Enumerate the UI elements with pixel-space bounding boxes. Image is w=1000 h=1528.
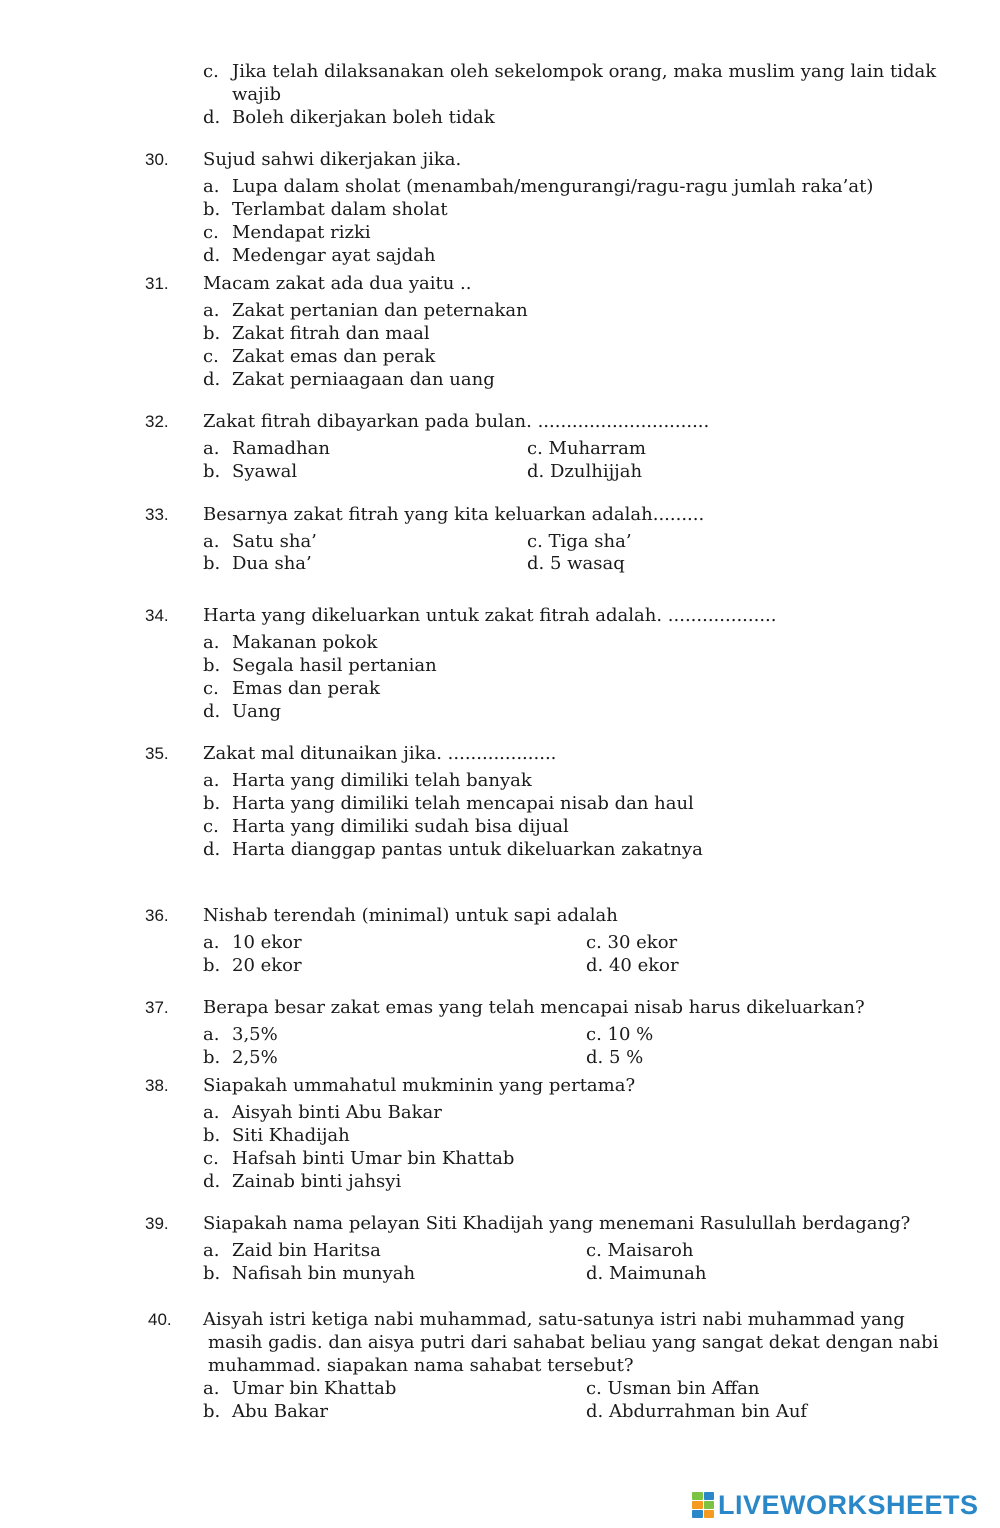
option-c bbox=[203, 60, 936, 83]
question-text: Nishab terendah (minimal) untuk sapi adalah bbox=[203, 905, 618, 926]
option-text: Zakat pertanian dan peternakan bbox=[232, 300, 528, 321]
option-text: Satu sha’ bbox=[232, 531, 317, 552]
option-text: Zakat emas dan perak bbox=[232, 346, 436, 367]
option-b[interactable] bbox=[203, 1262, 415, 1285]
option-text: Nafisah bin munyah bbox=[232, 1263, 416, 1284]
question-number: 33. bbox=[145, 505, 169, 524]
option-letter: c. bbox=[203, 678, 219, 699]
option-letter: a. bbox=[203, 932, 220, 953]
option-text: Hafsah binti Umar bin Khattab bbox=[232, 1148, 515, 1169]
option-text: Umar bin Khattab bbox=[232, 1378, 397, 1399]
option-letter: a. bbox=[203, 438, 220, 459]
question-number: 35. bbox=[145, 744, 169, 763]
option-letter: b. bbox=[203, 461, 221, 482]
question-number: 38. bbox=[145, 1076, 169, 1095]
option-d[interactable] bbox=[203, 244, 435, 267]
option-d[interactable] bbox=[203, 700, 281, 723]
option-c[interactable]: c. 10 % bbox=[586, 1024, 654, 1045]
option-b[interactable] bbox=[203, 1124, 350, 1147]
option-letter: c. bbox=[203, 1148, 219, 1169]
option-d bbox=[203, 106, 495, 129]
option-d[interactable]: d. Abdurrahman bin Auf bbox=[586, 1401, 808, 1422]
question-text: Besarnya zakat fitrah yang kita keluarkan adalah......... bbox=[203, 504, 705, 525]
option-a[interactable] bbox=[203, 1377, 396, 1400]
option-d[interactable] bbox=[203, 838, 703, 861]
option-b[interactable] bbox=[203, 792, 694, 815]
option-text: Zaid bin Haritsa bbox=[232, 1240, 381, 1261]
option-text: Siti Khadijah bbox=[232, 1125, 350, 1146]
option-text: Zakat perniaagaan dan uang bbox=[232, 369, 495, 390]
question-text: Siapakah nama pelayan Siti Khadijah yang menemani Rasulullah berdagang? bbox=[203, 1213, 911, 1234]
option-text: Harta dianggap pantas untuk dikeluarkan zakatnya bbox=[232, 839, 703, 860]
option-text: 2,5% bbox=[232, 1047, 278, 1068]
option-text: Segala hasil pertanian bbox=[232, 655, 437, 676]
option-d[interactable]: d. Maimunah bbox=[586, 1263, 707, 1284]
option-text: Ramadhan bbox=[232, 438, 330, 459]
option-a[interactable] bbox=[203, 931, 302, 954]
option-d[interactable] bbox=[203, 1170, 401, 1193]
question-text: Zakat mal ditunaikan jika. ................... bbox=[203, 743, 557, 764]
liveworksheets-logo[interactable] bbox=[692, 1488, 979, 1522]
option-text: Emas dan perak bbox=[232, 678, 380, 699]
option-text: 3,5% bbox=[232, 1024, 278, 1045]
question-text: Sujud sahwi dikerjakan jika. bbox=[203, 149, 462, 170]
option-d[interactable]: d. Dzulhijjah bbox=[527, 461, 643, 482]
option-a[interactable] bbox=[203, 1239, 381, 1262]
option-letter: d. bbox=[203, 839, 221, 860]
option-b[interactable] bbox=[203, 954, 302, 977]
question-number: 34. bbox=[145, 606, 169, 625]
option-text: Aisyah binti Abu Bakar bbox=[232, 1102, 442, 1123]
option-text: 10 ekor bbox=[232, 932, 302, 953]
option-text: Harta yang dimiliki telah banyak bbox=[232, 770, 532, 791]
question-number: 31. bbox=[145, 274, 169, 293]
option-a[interactable] bbox=[203, 175, 873, 198]
option-letter: d. bbox=[203, 107, 221, 128]
option-letter: b. bbox=[203, 1125, 221, 1146]
question-number: 39. bbox=[145, 1214, 169, 1233]
option-text: Dua sha’ bbox=[232, 553, 312, 574]
option-letter: a. bbox=[203, 632, 220, 653]
option-letter: c. bbox=[203, 222, 219, 243]
option-letter: d. bbox=[203, 1171, 221, 1192]
option-letter: a. bbox=[203, 300, 220, 321]
option-a[interactable] bbox=[203, 1023, 278, 1046]
option-letter: c. bbox=[203, 816, 219, 837]
option-letter: d. bbox=[203, 369, 221, 390]
option-a[interactable] bbox=[203, 530, 317, 553]
option-letter: d. bbox=[203, 701, 221, 722]
option-d[interactable] bbox=[203, 368, 495, 391]
option-c[interactable] bbox=[203, 1147, 514, 1170]
option-letter: a. bbox=[203, 1102, 220, 1123]
option-text: Uang bbox=[232, 701, 282, 722]
question-number: 40. bbox=[148, 1310, 172, 1329]
liveworksheets-logo-icon bbox=[692, 1492, 714, 1518]
option-text: Medengar ayat sajdah bbox=[232, 245, 436, 266]
option-c[interactable]: c. 30 ekor bbox=[586, 932, 678, 953]
option-letter: c. bbox=[203, 61, 219, 82]
option-b[interactable] bbox=[203, 1046, 278, 1069]
option-text: Boleh dikerjakan boleh tidak bbox=[232, 107, 495, 128]
option-letter: a. bbox=[203, 1024, 220, 1045]
option-text: Abu Bakar bbox=[232, 1401, 329, 1422]
option-letter: b. bbox=[203, 323, 221, 344]
option-text: 20 ekor bbox=[232, 955, 302, 976]
option-text: Jika telah dilaksanakan oleh sekelompok orang, maka muslim yang lain tidak bbox=[232, 61, 937, 82]
option-c[interactable]: c. Muharram bbox=[527, 438, 646, 459]
question-text: Siapakah ummahatul mukminin yang pertama? bbox=[203, 1075, 636, 1096]
option-text: Makanan pokok bbox=[232, 632, 378, 653]
option-d[interactable]: d. 5 % bbox=[586, 1047, 644, 1068]
option-b[interactable] bbox=[203, 552, 312, 575]
option-letter: a. bbox=[203, 531, 220, 552]
option-a[interactable] bbox=[203, 631, 377, 654]
option-text: Mendapat rizki bbox=[232, 222, 371, 243]
option-c[interactable] bbox=[203, 345, 435, 368]
option-text: Harta yang dimiliki sudah bisa dijual bbox=[232, 816, 569, 837]
option-text: Harta yang dimiliki telah mencapai nisab dan haul bbox=[232, 793, 694, 814]
option-c[interactable]: c. Usman bin Affan bbox=[586, 1378, 760, 1399]
option-letter: c. bbox=[203, 346, 219, 367]
option-c[interactable] bbox=[203, 815, 569, 838]
option-letter: a. bbox=[203, 1378, 220, 1399]
option-letter: b. bbox=[203, 1401, 221, 1422]
question-text-continued: muhammad. siapakan nama sahabat tersebut? bbox=[208, 1355, 634, 1376]
option-d[interactable]: d. 5 wasaq bbox=[527, 553, 625, 574]
option-c[interactable]: c. Maisaroh bbox=[586, 1240, 694, 1261]
option-text: Zainab binti jahsyi bbox=[232, 1171, 402, 1192]
question-text-continued: masih gadis. dan aisya putri dari sahabat beliau yang sangat dekat dengan nabi bbox=[208, 1332, 939, 1353]
option-a[interactable] bbox=[203, 1101, 442, 1124]
question-text: Aisyah istri ketiga nabi muhammad, satu-satunya istri nabi muhammad yang bbox=[203, 1309, 905, 1330]
option-letter: a. bbox=[203, 1240, 220, 1261]
option-a[interactable] bbox=[203, 769, 532, 792]
option-b[interactable] bbox=[203, 322, 430, 345]
option-letter: b. bbox=[203, 199, 221, 220]
question-text: Macam zakat ada dua yaitu .. bbox=[203, 273, 472, 294]
question-number: 36. bbox=[145, 906, 169, 925]
option-letter: b. bbox=[203, 793, 221, 814]
option-c[interactable]: c. Tiga sha’ bbox=[527, 531, 632, 552]
question-text: Harta yang dikeluarkan untuk zakat fitrah adalah. ................... bbox=[203, 605, 777, 626]
option-text: Terlambat dalam sholat bbox=[232, 199, 448, 220]
option-letter: b. bbox=[203, 655, 221, 676]
option-text-continued: wajib bbox=[232, 84, 281, 105]
option-letter: d. bbox=[203, 245, 221, 266]
option-a[interactable] bbox=[203, 437, 330, 460]
question-number: 30. bbox=[145, 150, 169, 169]
option-text: Lupa dalam sholat (menambah/mengurangi/ragu-ragu jumlah raka’at) bbox=[232, 176, 874, 197]
option-letter: b. bbox=[203, 1263, 221, 1284]
option-b[interactable] bbox=[203, 1400, 328, 1423]
option-b[interactable] bbox=[203, 460, 297, 483]
logo-text: LIVEWORKSHEETS bbox=[718, 1489, 979, 1520]
question-text: Berapa besar zakat emas yang telah mencapai nisab harus dikeluarkan? bbox=[203, 997, 865, 1018]
option-letter: b. bbox=[203, 553, 221, 574]
option-b[interactable] bbox=[203, 654, 437, 677]
question-number: 32. bbox=[145, 412, 169, 431]
option-text: Zakat fitrah dan maal bbox=[232, 323, 430, 344]
option-c[interactable] bbox=[203, 677, 380, 700]
option-d[interactable]: d. 40 ekor bbox=[586, 955, 679, 976]
option-letter: b. bbox=[203, 1047, 221, 1068]
option-letter: a. bbox=[203, 770, 220, 791]
question-text: Zakat fitrah dibayarkan pada bulan. .............................. bbox=[203, 411, 710, 432]
option-b[interactable] bbox=[203, 198, 448, 221]
option-a[interactable] bbox=[203, 299, 528, 322]
option-c[interactable] bbox=[203, 221, 371, 244]
option-letter: b. bbox=[203, 955, 221, 976]
question-number: 37. bbox=[145, 998, 169, 1017]
option-letter: a. bbox=[203, 176, 220, 197]
option-text: Syawal bbox=[232, 461, 298, 482]
